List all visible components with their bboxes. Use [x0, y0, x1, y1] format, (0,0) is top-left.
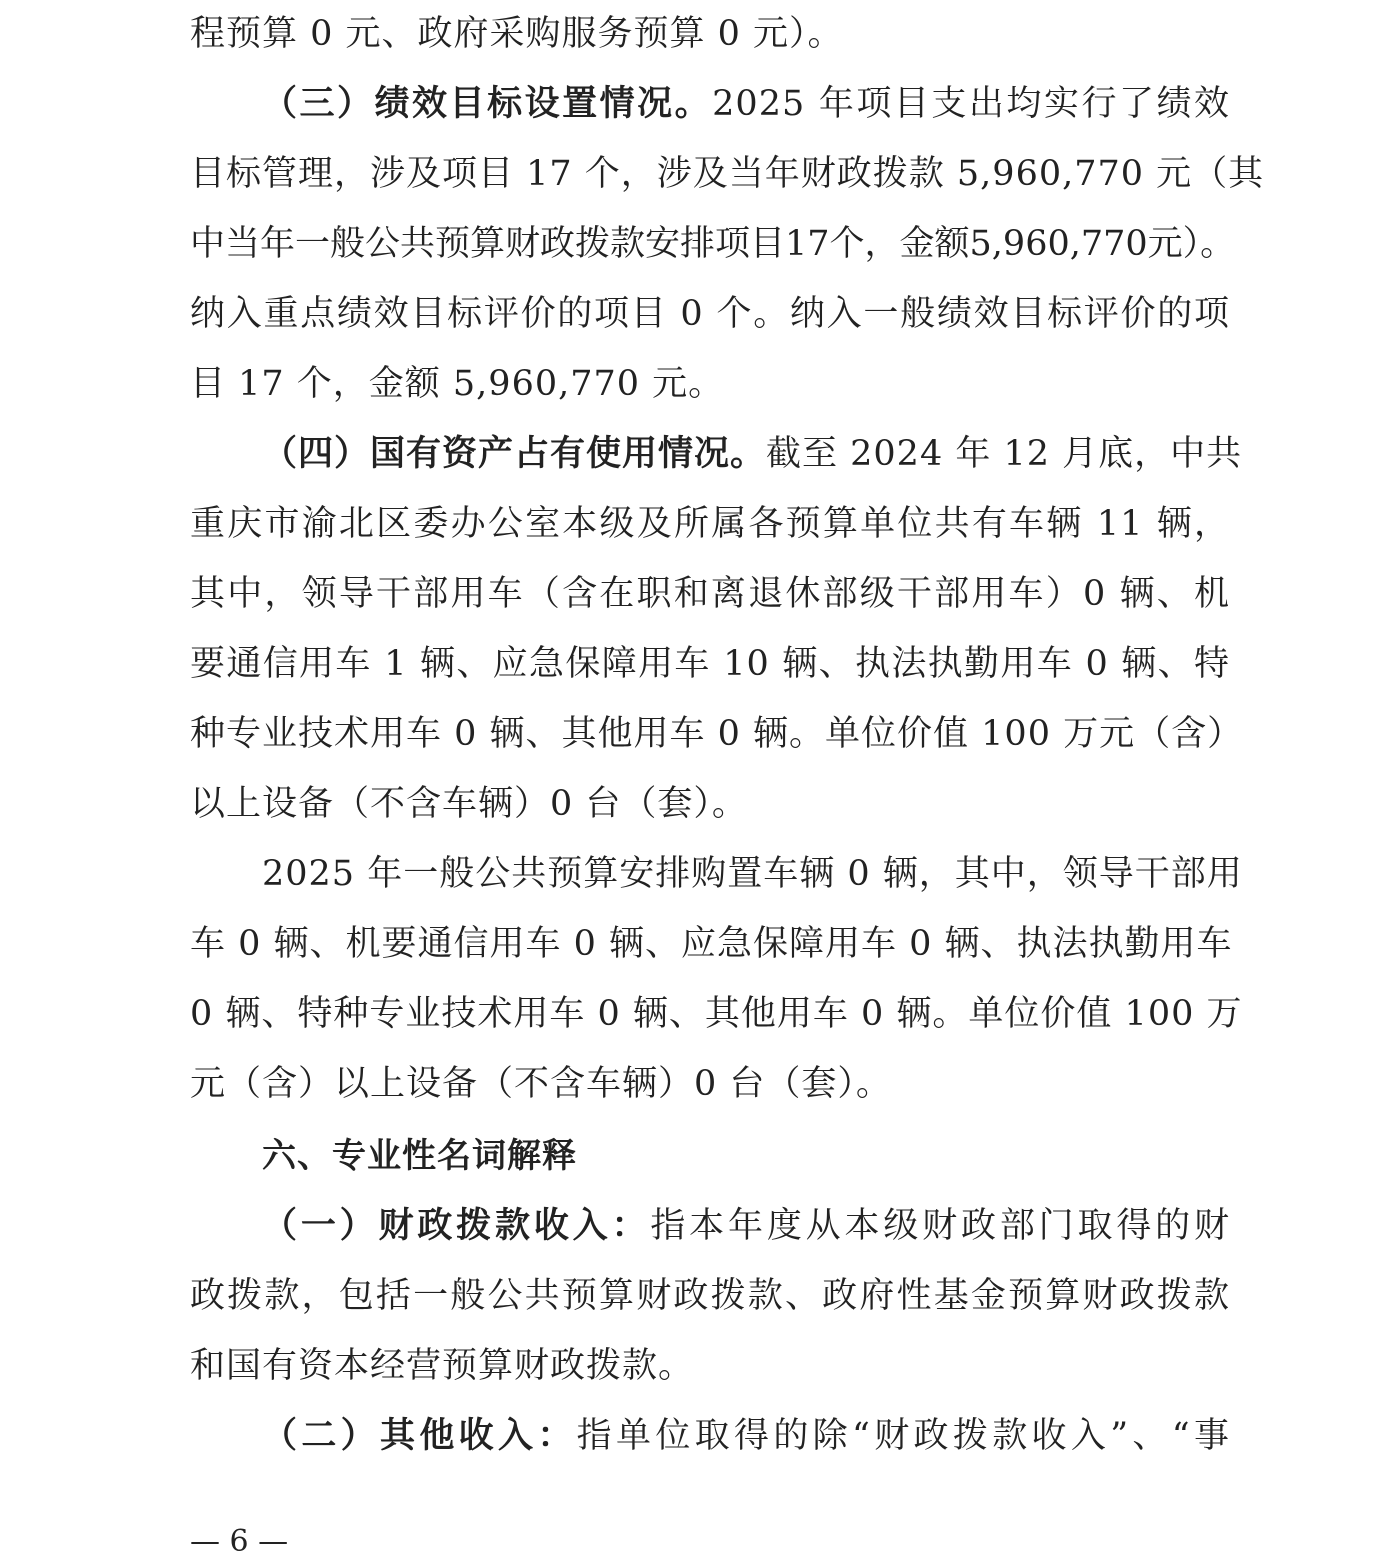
line-text: 元（含）以上设备（不含车辆）0 台（套）。: [190, 1064, 892, 1104]
text-line: [190, 292, 1230, 336]
text-line: [190, 1344, 1230, 1388]
line-text: 2025 年一般公共预算安排购置车辆 0 辆，其中，领导干部用: [262, 854, 1243, 894]
paragraph-heading-other-income: [262, 1414, 1230, 1458]
line-text: 和国有资本经营预算财政拨款。: [190, 1346, 695, 1386]
paragraph-lead: （二）其他收入：: [262, 1415, 577, 1456]
line-text: 其中，领导干部用车（含在职和离退休部级干部用车）0 辆、机: [190, 574, 1230, 614]
text-line: [190, 502, 1230, 546]
paragraph-vehicles-2025: [262, 852, 1243, 896]
line-text: 政拨款，包括一般公共预算财政拨款、政府性基金预算财政拨款: [190, 1276, 1230, 1316]
text-line: [190, 642, 1230, 686]
line-text: 要通信用车 1 辆、应急保障用车 10 辆、执法执勤用车 0 辆、特: [190, 644, 1230, 684]
paragraph-lead: （一）财政拨款收入：: [262, 1205, 651, 1246]
text-line: [190, 222, 1260, 266]
line-text: 指本年度从本级财政部门取得的财: [650, 1206, 1230, 1246]
line-text: 2025 年项目支出均实行了绩效: [712, 84, 1230, 124]
text-line: [190, 152, 1265, 196]
paragraph-lead: （四）国有资产占有使用情况。: [262, 433, 767, 474]
text-line: [190, 12, 1230, 56]
line-text: 目 17 个，金额 5,960,770 元。: [190, 364, 725, 404]
page-number: — 6 —: [190, 1524, 289, 1559]
text-line: [190, 1062, 1230, 1106]
text-line: [190, 1274, 1230, 1318]
line-text: 车 0 辆、机要通信用车 0 辆、应急保障用车 0 辆、执法执勤用车: [190, 924, 1233, 964]
line-text: 0 辆、特种专业技术用车 0 辆、其他用车 0 辆。单位价值 100 万: [190, 994, 1243, 1034]
line-text: 纳入重点绩效目标评价的项目 0 个。纳入一般绩效目标评价的项: [190, 294, 1230, 334]
text-line: [190, 712, 1244, 756]
line-text: 程预算 0 元、政府采购服务预算 0 元）。: [190, 14, 844, 54]
line-text: 截至 2024 年 12 月底，中共: [766, 434, 1243, 474]
paragraph-heading-state-assets: [262, 432, 1243, 476]
text-line: [190, 572, 1230, 616]
paragraph-heading-fiscal-appropriation: [262, 1204, 1230, 1248]
line-text: 中当年一般公共预算财政拨款安排项目17个，金额5,960,770元）。: [190, 224, 1236, 264]
heading-text: 六、专业性名词解释: [262, 1136, 577, 1176]
text-line: [190, 782, 1230, 826]
text-line: [190, 992, 1243, 1036]
text-line: [190, 362, 1230, 406]
text-line: [190, 922, 1233, 966]
line-text: 种专业技术用车 0 辆、其他用车 0 辆。单位价值 100 万元（含）: [190, 714, 1244, 754]
line-text: 重庆市渝北区委办公室本级及所属各预算单位共有车辆 11 辆，: [190, 504, 1230, 544]
section-heading-terminology: [262, 1134, 1230, 1178]
line-text: 目标管理，涉及项目 17 个，涉及当年财政拨款 5,960,770 元（其: [190, 154, 1265, 194]
line-text: 以上设备（不含车辆）0 台（套）。: [190, 784, 748, 824]
paragraph-heading-performance-goals: [262, 82, 1230, 126]
line-text: 指单位取得的除“财政拨款收入”、“事: [576, 1416, 1230, 1456]
paragraph-lead: （三）绩效目标设置情况。: [262, 83, 713, 124]
